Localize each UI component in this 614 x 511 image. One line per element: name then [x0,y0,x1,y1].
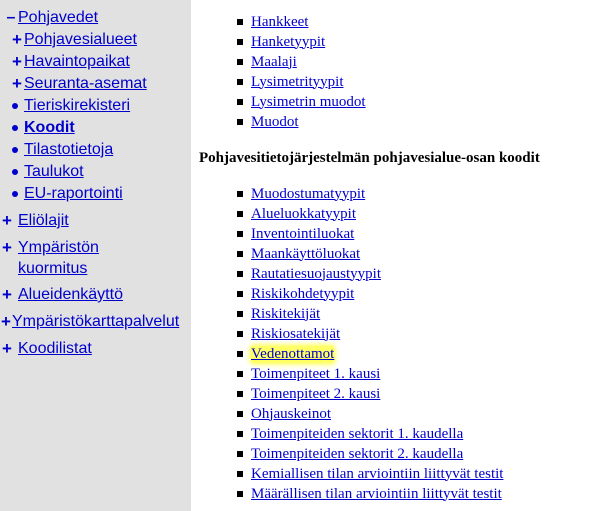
sidebar-item-pohjavedet[interactable] [4,7,98,29]
sidebar-item-label-line2[interactable]: kuormitus [18,260,88,277]
main-content [191,0,614,511]
list-item [237,32,325,52]
sidebar-item-koodit[interactable] [12,117,75,139]
bullet-icon [12,147,18,153]
list-item [237,324,340,344]
square-bullet-icon [237,451,243,457]
link-toimenpiteiden-sektorit-1[interactable]: Toimenpiteiden sektorit 1. kaudella [251,425,464,442]
sidebar-item-ympariston-kuormitus-line2[interactable] [18,258,87,280]
bullet-icon [12,191,18,197]
list-item [237,264,381,284]
bullet-icon [12,125,18,131]
sidebar-item-label[interactable]: Eliölajit [18,212,69,229]
link-hankkeet[interactable]: Hankkeet [251,13,309,30]
list-item [237,384,380,404]
sidebar-item-tieriskirekisteri[interactable] [12,95,130,117]
sidebar-item-label[interactable]: EU-raportointi [24,185,123,202]
square-bullet-icon [237,431,243,437]
list-item [237,184,365,204]
sidebar-item-ympariston-kuormitus[interactable] [0,237,99,259]
list-item [237,92,366,112]
expand-icon[interactable]: + [2,339,12,358]
square-bullet-icon [237,79,243,85]
sidebar-item-label[interactable]: Pohjavesialueet [24,31,137,48]
bullet-icon [12,169,18,175]
sidebar-item-tilastotietoja[interactable] [12,139,113,161]
section-heading: Pohjavesitietojärjestelmän pohjavesialue-osan koodit [199,150,540,166]
list-item [237,424,463,444]
expand-icon[interactable]: + [2,285,12,304]
sidebar-item-eu-raportointi[interactable] [12,183,123,205]
link-riskikohdetyypit[interactable]: Riskikohdetyypit [251,285,355,302]
sidebar-item-label[interactable]: Havaintopaikat [24,53,130,70]
square-bullet-icon [237,411,243,417]
sidebar-item-label[interactable]: Alueidenkäyttö [18,286,123,303]
link-maarallisen-tilan-testit[interactable]: Määrällisen tilan arviointiin liittyvät testit [251,485,502,502]
expand-icon[interactable]: + [12,30,22,49]
sidebar-item-label[interactable]: Ympäristön [18,239,99,256]
square-bullet-icon [237,231,243,237]
square-bullet-icon [237,391,243,397]
sidebar-item-alueidenkaytto[interactable] [0,284,123,306]
sidebar-item-koodilistat[interactable] [0,338,92,360]
link-muodot[interactable]: Muodot [251,113,299,130]
link-kemiallisen-tilan-testit[interactable]: Kemiallisen tilan arviointiin liittyvät testit [251,465,504,482]
link-toimenpiteiden-sektorit-2[interactable]: Toimenpiteiden sektorit 2. kaudella [251,445,464,462]
list-item [237,224,354,244]
sidebar-item-ymparistokarttapalvelut[interactable] [0,311,179,333]
list-item [237,72,344,92]
sidebar-item-label[interactable]: Koodilistat [18,340,92,357]
list-item [237,344,334,364]
collapse-icon[interactable]: – [6,9,16,26]
sidebar-item-label[interactable]: Tieriskirekisteri [24,97,131,114]
square-bullet-icon [237,191,243,197]
expand-icon[interactable]: + [12,52,22,71]
list-item [237,52,297,72]
sidebar-item-label[interactable]: Ympäristökarttapalvelut [12,313,180,330]
list-item [237,404,331,424]
square-bullet-icon [237,351,243,357]
square-bullet-icon [237,331,243,337]
square-bullet-icon [237,19,243,25]
list-item [237,12,308,32]
expand-icon[interactable]: + [2,211,12,230]
link-muodostumatyypit[interactable]: Muodostumatyypit [251,185,366,202]
link-toimenpiteet-1-kausi[interactable]: Toimenpiteet 1. kausi [251,365,381,382]
square-bullet-icon [237,39,243,45]
expand-icon[interactable]: + [1,312,11,331]
list-item [237,484,502,504]
bullet-icon [12,103,18,109]
square-bullet-icon [237,471,243,477]
link-inventointiluokat[interactable]: Inventointiluokat [251,225,355,242]
expand-icon[interactable]: + [12,74,22,93]
square-bullet-icon [237,371,243,377]
sidebar-item-pohjavesialueet[interactable] [10,29,137,51]
sidebar-item-label[interactable]: Tilastotietoja [24,141,114,158]
link-toimenpiteet-2-kausi[interactable]: Toimenpiteet 2. kausi [251,385,381,402]
list-item [237,304,320,324]
link-rautatiesuojaustyypit[interactable]: Rautatiesuojaustyypit [251,265,381,282]
list-item [237,444,463,464]
link-lysimetrin-muodot[interactable]: Lysimetrin muodot [251,93,366,110]
square-bullet-icon [237,59,243,65]
square-bullet-icon [237,311,243,317]
sidebar-item-label[interactable]: Seuranta-asemat [24,75,147,92]
square-bullet-icon [237,251,243,257]
sidebar-item-label[interactable]: Taulukot [24,163,84,180]
link-hanketyypit[interactable]: Hanketyypit [251,33,326,50]
link-maankayttoluokat[interactable]: Maankäyttöluokat [251,245,361,262]
sidebar-item-eliolajit[interactable] [0,210,69,232]
link-alueluokkatyypit[interactable]: Alueluokkatyypit [251,205,356,222]
link-riskitekijat[interactable]: Riskitekijät [251,305,321,322]
list-item [237,112,299,132]
list-item [237,464,503,484]
sidebar-item-label[interactable]: Pohjavedet [18,9,99,26]
square-bullet-icon [237,119,243,125]
square-bullet-icon [237,211,243,217]
link-maalaji[interactable]: Maalaji [251,53,297,70]
square-bullet-icon [237,99,243,105]
list-item [237,244,360,264]
square-bullet-icon [237,291,243,297]
link-lysimetrityypit[interactable]: Lysimetrityypit [251,73,344,90]
sidebar-item-havaintopaikat[interactable] [10,51,130,73]
sidebar-item-taulukot[interactable] [12,161,84,183]
square-bullet-icon [237,491,243,497]
square-bullet-icon [237,271,243,277]
sidebar-nav [0,0,191,511]
link-riskiosatekijat[interactable]: Riskiosatekijät [251,325,341,342]
expand-icon[interactable]: + [2,238,12,257]
sidebar-item-label[interactable]: Koodit [24,119,75,136]
list-item [237,364,380,384]
list-item [237,204,356,224]
link-vedenottamot[interactable]: Vedenottamot [251,345,335,362]
list-item [237,284,354,304]
sidebar-item-seuranta-asemat[interactable] [10,73,147,95]
link-ohjauskeinot[interactable]: Ohjauskeinot [251,405,331,422]
